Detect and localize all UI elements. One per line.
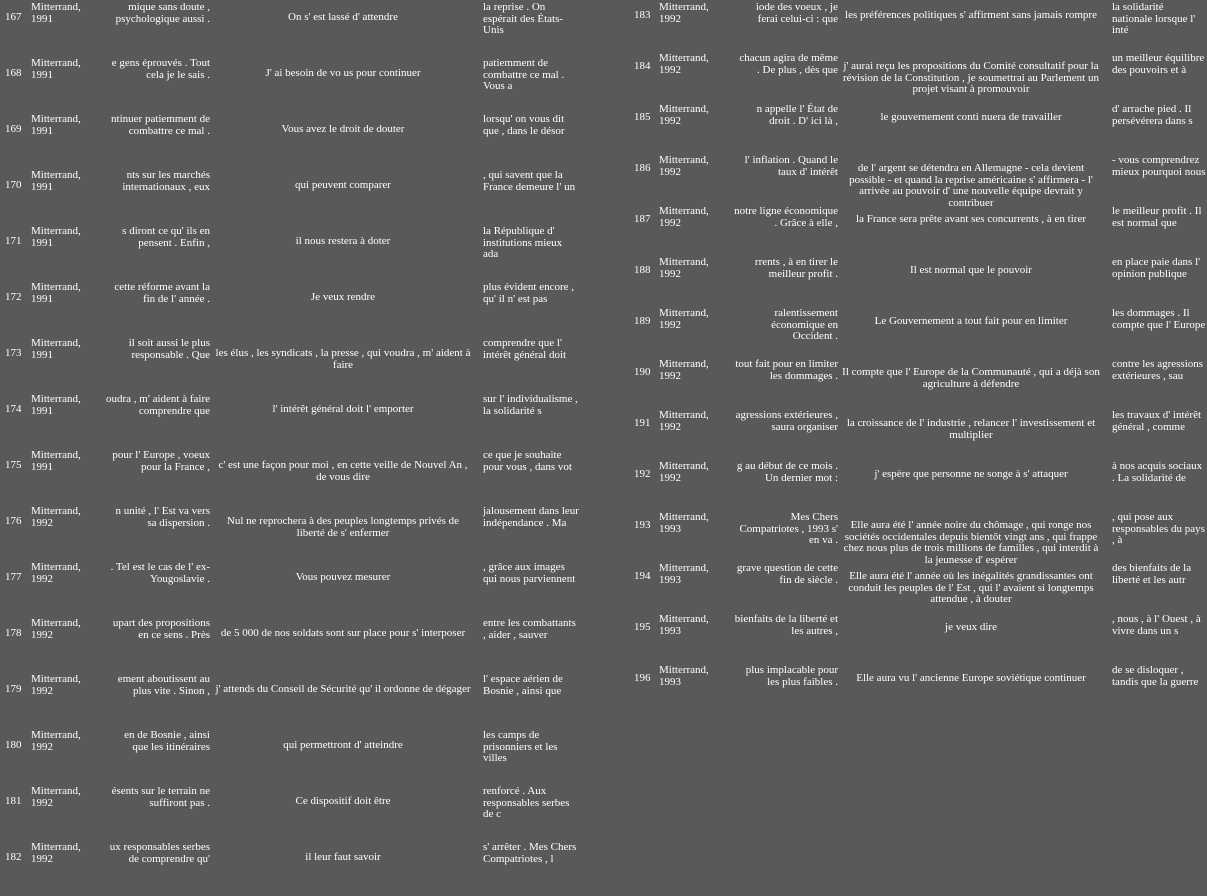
right-context: les camps de prisonniers et les villes (483, 729, 558, 764)
right-context: la solidarité nationale lorsque l' inté (1112, 1, 1196, 36)
concordance-row (0, 448, 620, 504)
keyword-in-context: j' attends du Conseil de Sécurité qu' il ordonne de dégager (215, 683, 471, 695)
line-number: 186 (634, 162, 651, 174)
line-number: 176 (5, 515, 22, 527)
keyword-in-context: J' ai besoin de vo us pour continuer (265, 67, 421, 79)
keyword-in-context: de 5 000 de nos soldats sont sur place pour s' interposer (220, 627, 466, 639)
concordance-row (0, 672, 620, 728)
line-number: 169 (5, 123, 22, 135)
source-author-year: Mitterrand, 1992 (659, 307, 709, 331)
right-context: s' arrêter . Mes Chers Compatriotes , l (483, 841, 577, 865)
left-context: . Tel est le cas de l' ex-Yougoslavie . (110, 561, 210, 585)
line-number: 187 (634, 213, 651, 225)
keyword-in-context: la croissance de l' industrie , relancer l' investissement et multiplier (846, 417, 1096, 441)
line-number: 177 (5, 571, 22, 583)
left-context: ralentissement économique en Occident . (771, 307, 838, 342)
concordance-row (0, 336, 620, 392)
left-context: ement aboutissent au plus vite . Sinon , (117, 673, 210, 697)
left-context: ux responsables serbes de comprendre qu' (109, 841, 210, 865)
left-context: rrents , à en tirer le meilleur profit . (754, 256, 838, 280)
line-number: 167 (5, 11, 22, 23)
left-context: pour l' Europe , voeux pour la France , (112, 449, 210, 473)
left-context: ntinuer patiemment de combattre ce mal . (111, 113, 210, 137)
right-context: les dommages . Il compte que l' Europe (1112, 307, 1206, 331)
source-author-year: Mitterrand, 1993 (659, 613, 709, 637)
left-context: n unité , l' Est va vers sa dispersion . (115, 505, 210, 529)
keyword-in-context: j' espère que personne ne songe à s' attaquer (874, 468, 1068, 480)
keyword-in-context: c' est une façon pour moi , en cette veille de Nouvel An , de vous dire (218, 459, 468, 483)
right-context: - vous comprendrez mieux pourquoi nous (1112, 154, 1206, 178)
concordance-row (0, 616, 620, 672)
source-author-year: Mitterrand, 1992 (659, 256, 709, 280)
source-author-year: Mitterrand, 1991 (31, 281, 81, 305)
left-context: e gens éprouvés . Tout cela je le sais . (111, 57, 210, 81)
source-author-year: Mitterrand, 1992 (659, 1, 709, 25)
left-context: s diront ce qu' ils en pensent . Enfin , (122, 225, 210, 249)
left-context: plus implacable pour les plus faibles . (745, 664, 838, 688)
concordance-row (0, 560, 620, 616)
line-number: 184 (634, 60, 651, 72)
source-author-year: Mitterrand, 1992 (659, 460, 709, 484)
source-author-year: Mitterrand, 1991 (31, 57, 81, 81)
left-context: n appelle l' État de droit . D' ici là , (756, 103, 838, 127)
line-number: 196 (634, 672, 651, 684)
keyword-in-context: Elle aura vu l' ancienne Europe soviétique continuer (856, 672, 1086, 684)
source-author-year: Mitterrand, 1992 (659, 409, 709, 433)
concordance-row (628, 204, 1207, 255)
keyword-in-context: Il compte que l' Europe de la Communauté , qui a déjà son agriculture à défendre (842, 366, 1100, 390)
right-context: contre les agressions extérieures , sau (1112, 358, 1204, 382)
source-author-year: Mitterrand, 1992 (659, 52, 709, 76)
right-context: , qui pose aux responsables du pays , à (1112, 511, 1205, 546)
right-context: comprendre que l' intérêt général doit (483, 337, 567, 361)
source-author-year: Mitterrand, 1991 (31, 337, 81, 361)
right-context: lorsqu' on vous dit que , dans le désor (483, 113, 565, 137)
right-context: renforcé . Aux responsables serbes de c (483, 785, 570, 820)
source-author-year: Mitterrand, 1993 (659, 664, 709, 688)
keyword-in-context: Nul ne reprochera à des peuples longtemps privés de liberté de s' enfermer (226, 515, 460, 539)
concordance-row (628, 510, 1207, 566)
right-context: , grâce aux images qui nous parviennent (483, 561, 576, 585)
source-author-year: Mitterrand, 1992 (31, 841, 81, 865)
keyword-in-context: Elle aura été l' année noire du chômage , qui ronge nos sociétés occidentales depuis bientôt vingt ans , qui frappe chez nous plus de trois millions de familles , qui interdit à la jeunesse d' espérer (843, 519, 1099, 566)
concordance-row (0, 392, 620, 448)
concordance-row (628, 561, 1207, 612)
concordance-row (628, 0, 1207, 51)
line-number: 173 (5, 347, 22, 359)
left-context: tout fait pour en limiter les dommages . (735, 358, 838, 382)
concordance-row (628, 102, 1207, 153)
keyword-in-context: Ce dispositif doit être (295, 795, 391, 807)
line-number: 191 (634, 417, 651, 429)
concordance-row (0, 168, 620, 224)
line-number: 183 (634, 9, 651, 21)
right-context: la République d' institutions mieux ada (483, 225, 563, 260)
keyword-in-context: Vous pouvez mesurer (295, 571, 391, 583)
keyword-in-context: Elle aura été l' année où les inégalités grandissantes ont conduit les peuples de l' Est , qui l' avaient si longtemps attendue , à douter (848, 570, 1094, 605)
line-number: 179 (5, 683, 22, 695)
right-context: à nos acquis sociaux . La solidarité de (1112, 460, 1203, 484)
right-context: ce que je souhaite pour vous , dans vot (483, 449, 572, 473)
concordance-column-right (628, 0, 1207, 714)
concordance-row (628, 663, 1207, 714)
left-context: mique sans doute , psychologique aussi . (115, 1, 210, 25)
source-author-year: Mitterrand, 1991 (31, 225, 81, 249)
source-author-year: Mitterrand, 1992 (31, 617, 81, 641)
line-number: 172 (5, 291, 22, 303)
right-context: jalousement dans leur indépendance . Ma (483, 505, 579, 529)
source-author-year: Mitterrand, 1991 (31, 169, 81, 193)
left-context: iode des voeux , je ferai celui-ci : que (755, 1, 838, 25)
right-context: , qui savent que la France demeure l' un (483, 169, 576, 193)
keyword-in-context: je veux dire (945, 621, 997, 633)
keyword-in-context: les préférences politiques s' affirment sans jamais rompre (845, 9, 1097, 21)
left-context: nts sur les marchés internationaux , eux (122, 169, 210, 193)
line-number: 174 (5, 403, 22, 415)
line-number: 178 (5, 627, 22, 639)
right-context: la reprise . On espérait des États-Unis (483, 1, 564, 36)
right-context: des bienfaits de la liberté et les autr (1112, 562, 1192, 586)
right-context: en place paie dans l' opinion publique (1112, 256, 1201, 280)
keyword-in-context: Le Gouvernement a tout fait pour en limiter (874, 315, 1068, 327)
line-number: 193 (634, 519, 651, 531)
keyword-in-context: qui permettront d' atteindre (283, 739, 403, 751)
line-number: 185 (634, 111, 651, 123)
source-author-year: Mitterrand, 1991 (31, 1, 81, 25)
concordance-row (628, 612, 1207, 663)
keyword-in-context: le gouvernement conti nuera de travailler (880, 111, 1062, 123)
concordance-row (628, 357, 1207, 408)
right-context: plus évident encore , qu' il n' est pas (483, 281, 575, 305)
concordance-row (0, 504, 620, 560)
keyword-in-context: qui peuvent comparer (295, 179, 391, 191)
concordance-row (0, 56, 620, 112)
keyword-in-context: Il est normal que le pouvoir (910, 264, 1032, 276)
keyword-in-context: il leur faut savoir (305, 851, 381, 863)
concordance-row (0, 728, 620, 784)
concordance-row (0, 112, 620, 168)
left-context: g au début de ce mois . Un dernier mot : (736, 460, 838, 484)
concordance-row (628, 153, 1207, 209)
concordance-row (628, 408, 1207, 459)
concordance-row (0, 840, 620, 896)
line-number: 195 (634, 621, 651, 633)
concordance-row (628, 306, 1207, 357)
line-number: 171 (5, 235, 22, 247)
keyword-in-context: la France sera prête avant ses concurrents , à en tirer (856, 213, 1086, 225)
right-context: sur l' individualisme , la solidarité s (483, 393, 578, 417)
line-number: 188 (634, 264, 651, 276)
concordance-row (0, 224, 620, 280)
keyword-in-context: il nous restera à doter (295, 235, 391, 247)
concordance-row (628, 255, 1207, 306)
right-context: d' arrache pied . Il persévérera dans s (1112, 103, 1193, 127)
line-number: 170 (5, 179, 22, 191)
keyword-in-context: Je veux rendre (310, 291, 376, 303)
line-number: 192 (634, 468, 651, 480)
source-author-year: Mitterrand, 1992 (31, 729, 81, 753)
source-author-year: Mitterrand, 1992 (659, 358, 709, 382)
source-author-year: Mitterrand, 1992 (31, 673, 81, 697)
right-context: un meilleur équilibre des pouvoirs et à (1112, 52, 1205, 76)
source-author-year: Mitterrand, 1991 (31, 449, 81, 473)
keyword-in-context: de l' argent se détendra en Allemagne - cela devient possible - et quand la reprise américaine s' affirmera - l' arrivée au pouvoir d' une nouvelle équipe devrait y contribuer (849, 162, 1093, 209)
line-number: 181 (5, 795, 22, 807)
keyword-in-context: On s' est lassé d' attendre (288, 11, 398, 23)
right-context: l' espace aérien de Bosnie , ainsi que (483, 673, 563, 697)
concordance-row (0, 0, 620, 56)
left-context: bienfaits de la liberté et les autres , (734, 613, 838, 637)
source-author-year: Mitterrand, 1992 (659, 205, 709, 229)
source-author-year: Mitterrand, 1991 (31, 113, 81, 137)
left-context: upart des propositions en ce sens . Près (112, 617, 210, 641)
line-number: 194 (634, 570, 651, 582)
line-number: 190 (634, 366, 651, 378)
right-context: le meilleur profit . Il est normal que (1112, 205, 1202, 229)
right-context: , nous , à l' Ouest , à vivre dans un s (1112, 613, 1201, 637)
concordance-row (628, 51, 1207, 102)
left-context: agressions extérieures , saura organiser (735, 409, 838, 433)
source-author-year: Mitterrand, 1992 (31, 561, 81, 585)
source-author-year: Mitterrand, 1991 (31, 393, 81, 417)
left-context: notre ligne économique . Grâce à elle , (734, 205, 838, 229)
source-author-year: Mitterrand, 1992 (659, 103, 709, 127)
line-number: 175 (5, 459, 22, 471)
right-context: entre les combattants , aider , sauver (483, 617, 576, 641)
source-author-year: Mitterrand, 1993 (659, 511, 709, 535)
keyword-in-context: les élus , les syndicats , la presse , qui voudra , m' aident à faire (215, 347, 471, 371)
concordance-row (0, 280, 620, 336)
right-context: patiemment de combattre ce mal . Vous a (483, 57, 565, 92)
concordance-row (0, 784, 620, 840)
left-context: ésents sur le terrain ne suffiront pas . (111, 785, 210, 809)
source-author-year: Mitterrand, 1992 (31, 785, 81, 809)
source-author-year: Mitterrand, 1992 (31, 505, 81, 529)
left-context: grave question de cette fin de siècle . (736, 562, 838, 586)
left-context: Mes Chers Compatriotes , 1993 s' en va . (739, 511, 838, 546)
keyword-in-context: l' intérêt général doit l' emporter (272, 403, 414, 415)
left-context: cette réforme avant la fin de l' année . (114, 281, 210, 305)
right-context: les travaux d' intérêt général , comme (1112, 409, 1202, 433)
keyword-in-context: j' aurai reçu les propositions du Comité consultatif pour la révision de la Constitution , je soumettrai au Parlement un projet visant à promouvoir (842, 60, 1099, 95)
line-number: 189 (634, 315, 651, 327)
left-context: il soit aussi le plus responsable . Que (128, 337, 210, 361)
left-context: en de Bosnie , ainsi que les itinéraires (124, 729, 210, 753)
line-number: 180 (5, 739, 22, 751)
source-author-year: Mitterrand, 1992 (659, 154, 709, 178)
left-context: chacun agira de même . De plus , dès que (739, 52, 838, 76)
keyword-in-context: Vous avez le droit de douter (281, 123, 405, 135)
left-context: l' inflation . Quand le taux d' intérêt (744, 154, 838, 178)
left-context: oudra , m' aident à faire comprendre que (106, 393, 210, 417)
right-context: de se disloquer , tandis que la guerre (1112, 664, 1199, 688)
concordance-row (628, 459, 1207, 510)
source-author-year: Mitterrand, 1993 (659, 562, 709, 586)
line-number: 182 (5, 851, 22, 863)
line-number: 168 (5, 67, 22, 79)
